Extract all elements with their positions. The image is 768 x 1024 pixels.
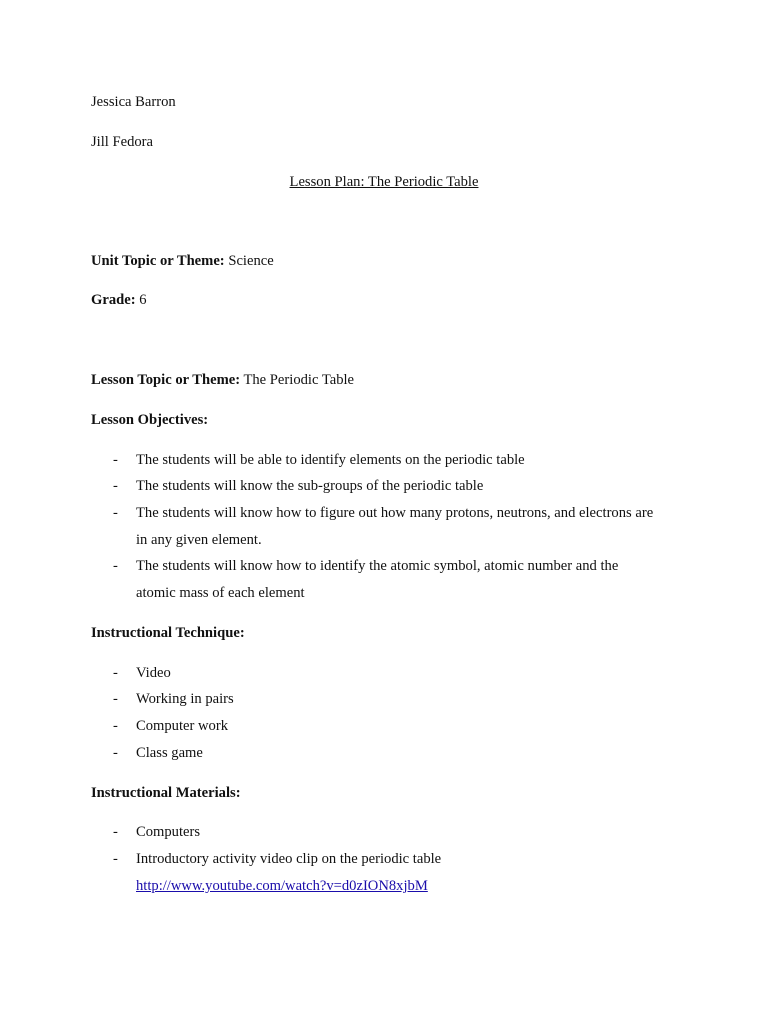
bullet-marker: - (113, 745, 118, 761)
bullet-marker: - (113, 452, 118, 468)
bullet-marker: - (113, 665, 118, 681)
bullet-marker: - (113, 824, 118, 840)
grade-value: 6 (139, 292, 147, 308)
objective-item-continuation: in any given element. (136, 532, 262, 548)
technique-item: Video (136, 665, 171, 681)
unit-topic-value: Science (228, 253, 274, 269)
bullet-marker: - (113, 478, 118, 494)
grade-label: Grade: (91, 292, 136, 308)
unit-topic-label: Unit Topic or Theme: (91, 253, 225, 269)
lesson-topic-line (91, 371, 354, 389)
objective-item: The students will know the sub-groups of the periodic table (136, 478, 484, 494)
objective-item: The students will know how to figure out how many protons, neutrons, and electrons are (136, 505, 654, 521)
grade-line (91, 291, 147, 309)
unit-topic-line (91, 252, 274, 270)
objectives-heading: Lesson Objectives: (91, 412, 209, 428)
bullet-marker: - (113, 718, 118, 734)
bullet-marker: - (113, 851, 118, 867)
technique-item: Class game (136, 745, 203, 761)
materials-item: Computers (136, 824, 201, 840)
materials-item: Introductory activity video clip on the periodic table (136, 851, 442, 867)
objective-item: The students will know how to identify the atomic symbol, atomic number and the (136, 558, 619, 574)
materials-heading: Instructional Materials: (91, 785, 241, 801)
technique-heading: Instructional Technique: (91, 625, 245, 641)
lesson-topic-value: The Periodic Table (243, 372, 355, 388)
technique-item: Computer work (136, 718, 229, 734)
author-name: Jessica Barron (91, 94, 176, 110)
bullet-marker: - (113, 558, 118, 574)
lesson-topic-label: Lesson Topic or Theme: (91, 372, 241, 388)
video-link[interactable]: http://www.youtube.com/watch?v=d0zION8xjbM (136, 878, 428, 894)
author-name: Jill Fedora (91, 134, 154, 150)
document-title: Lesson Plan: The Periodic Table (289, 174, 479, 190)
objective-item: The students will be able to identify elements on the periodic table (136, 452, 525, 468)
technique-item: Working in pairs (136, 691, 234, 707)
objective-item-continuation: atomic mass of each element (136, 585, 305, 601)
bullet-marker: - (113, 505, 118, 521)
bullet-marker: - (113, 691, 118, 707)
